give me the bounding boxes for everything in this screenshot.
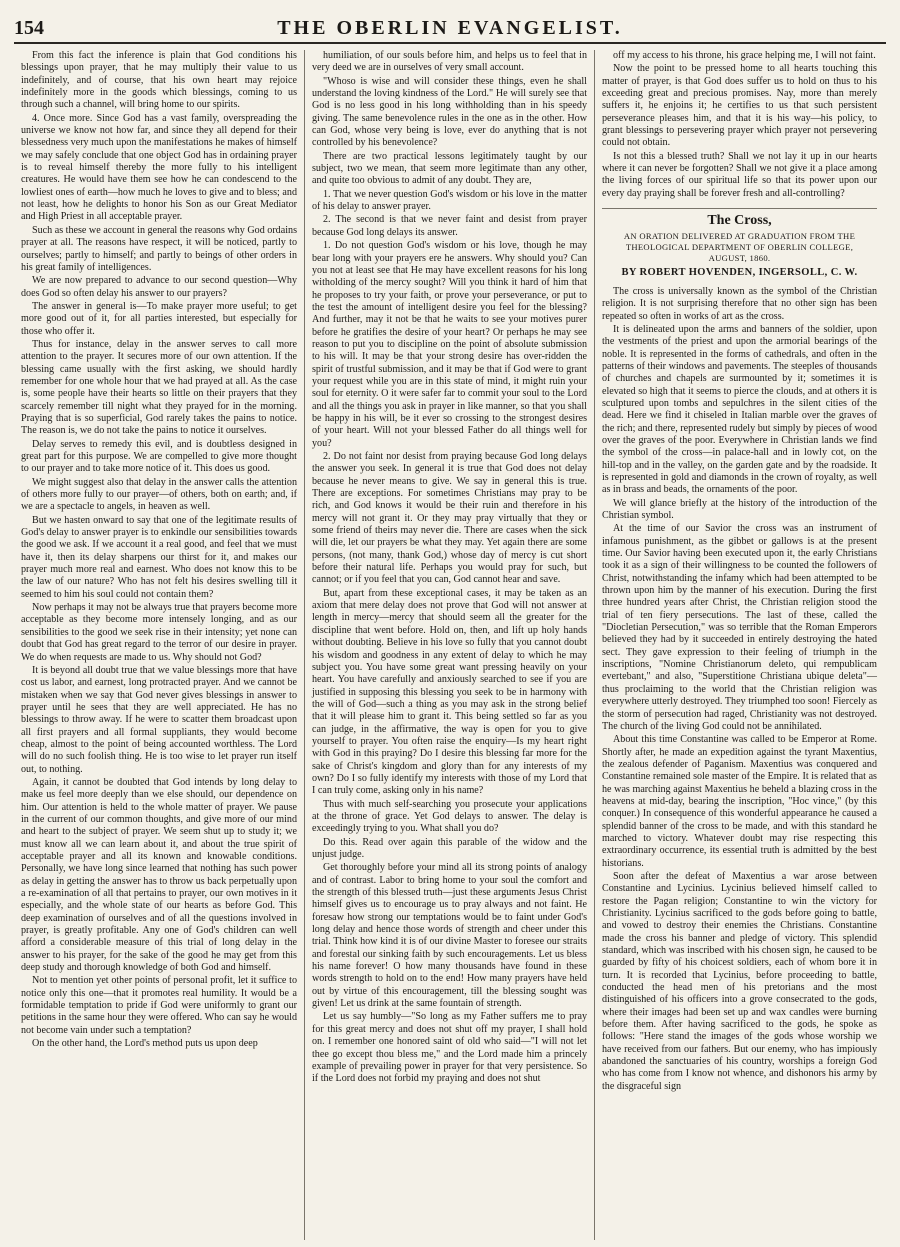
paragraph: From this fact the inference is plain that God conditions his blessings upon prayer, that he may multiply their value to us indefinitely, and of course, that his own heart may rejoice indefinitely more in the goods which blessings, coming to us through such a channel, will bring home to our spirits. [21, 50, 297, 111]
text-columns [14, 50, 886, 1240]
paragraph: Let us say humbly—"So long as my Father suffers me to pray for this great mercy and does not shut off my prayer, I shall hold on. I remember one honored saint of old who said—"I will not let thee go except thou bless me," and the Lord made him a princely example of prevailing power in prayer for that very persistence. So if the Lord does not forbid my praying and does not shut [312, 1011, 587, 1085]
paragraph: "Whoso is wise and will consider these things, even he shall understand the loving kindness of the Lord." He will surely see that God is no less good in his long withholding than in his speedy giving. The same benevolence rules in the one as in the other. How can God, whose very being is love, ever do anything that is not controlled by his benevolence? [312, 75, 587, 149]
column-2 [304, 50, 594, 1240]
paragraph: There are two practical lessons legitimately taught by our subject, two we mean, that seem more legitimate than any other, and quite too obvious to admit of any doubt. They are, [312, 150, 587, 187]
paragraph: Is not this a blessed truth? Shall we not lay it up in our hearts where it can never be forgotten? Shall we not give it a place among the living forces of our spiritual life so that its power upon our every day praying shall be forever fresh and all-controlling? [602, 150, 877, 199]
masthead [14, 14, 886, 44]
paragraph: humiliation, of our souls before him, and helps us to feel that in very deed we are in ourselves of very small account. [312, 50, 587, 74]
column-1 [14, 50, 304, 1240]
article-subtitle: AN ORATION DELIVERED AT GRADUATION FROM THE THEOLOGICAL DEPARTMENT OF OBERLIN COLLEGE, AUGUST, 1860. [623, 231, 856, 264]
article-title: The Cross, [602, 208, 877, 227]
paragraph: Again, it cannot be doubted that God intends by long delay to make us feel more deeply than we else should, our dependence on him. Our attention is held to the whole matter of prayer. We pause in the current of our common thoughts, and give more of our mind and heart to the subject of prayer. We seem shut up to study it; we must know all we can learn about it, and about the true spirit of acceptable prayer and all its known and knowable conditions. Personally, we have long since learned that nothing has such power as delay in getting the answer has to throw us back perpetually upon a re-examination of all that pertains to prayer, our own motives in it especially, and the whole state of our hearts as before God. This deep examination of ourselves and of all the questions involved in prayer, is greatly profitable. Any one of God's children can well afford a considerable measure of this trial of long delay in the answer to his prayer, for the sake of the good he may get from this deep study and thorough knowledge of both God and himself. [21, 776, 297, 974]
column-3 [594, 50, 884, 1240]
paragraph: Thus for instance, delay in the answer serves to call more attention to the prayer. It secures more of our own attention. If the blessing came usually with the first asking, we should hardly remember for one whole hour that we had prayed at all. As the case is, some people have their hearts so little on their prayers that they scarcely remember till night what they prayed for in the morning. Praying that is so superficial, God rarely takes the pains to notice. The reason is, we do not take the pains to notice it ourselves. [21, 338, 297, 437]
paragraph: off my access to his throne, his grace helping me, I will not faint. [613, 50, 876, 61]
article-byline: BY ROBERT HOVENDEN, INGERSOLL, C. W. [621, 267, 858, 279]
paragraph: 1. That we never question God's wisdom or his love in the matter of his delay to answer prayer. [312, 188, 587, 213]
paragraph: 1. Do not question God's wisdom or his love, though he may bear long with your prayers ere he answers. Why should you? Can you not at least see that He may have excellent reasons for his long witholding of the mercy sought? Will you think it hard of him that he proposes to try your faith, or prove your perseverance, or put to the test the amount of intelligent desire you feel for the blessing? And further, may it not be that he waits to see your motives purer before he gratifies the desire of your heart? Or perhaps he may see reason to put you to discipline on the point of absolute submission to his will. It may be that your strong desire has over-ridden the spirit of trustful submission, and it may be that if God were to grant your request while you are in this state of mind, it might ruin your soul for eternity. O it were safer far to commit your soul to the Lord and all the things you ask in prayer in like manner, so that you shall be happy in his will, be it ever so crossing to the strongest desires of your heart. Will not your blessed Father do all things well for you? [312, 240, 587, 449]
paragraph: 2. Do not faint nor desist from praying because God long delays the answer you seek. In general it is true that God does not delay because he never means to give. We say in general this is true. There are exceptions. For sometimes Christians may pray to be rich, and God knows it would be their ruin and therefore in his mercy will not grant it. Or they may pray virtually that they or some friend of theirs may never die. There are cases when the sick will die, let our prayers be what they may. Yet again there are some persons, (not many, thank God,) whose day of mercy is cut short before their natural life. Perhaps you would pray for such, but cannot; or if you feel that you can, God cannot hear and save. [312, 451, 587, 586]
article-body [602, 286, 877, 1093]
paragraph: The answer in general is—To make prayer more useful; to get more good out of it, for all parties interested, but especially for those who offer it. [21, 300, 297, 337]
paragraph: It is beyond all doubt true that we value blessings more that have cost us labor, and earnest, long protracted prayer. And we cannot be mistaken when we say that God never gives blessings in answer to prayer until he sees that they are well appreciated. He has no blessings to throw away. If he were to scatter them broadcast upon all first prayers and all formal suppliants, they would become cheap, almost to the point of being accounted worthless. The Lord will do no such foolish thing. He is too wise to let prayer run itself out, to nothing. [21, 664, 297, 775]
paragraph: Delay serves to remedy this evil, and is doubtless designed in great part for this purpose. We are compelled to give more thought to our prayer and to take more notice of it. This does us good. [21, 438, 297, 475]
paragraph: We might suggest also that delay in the answer calls the attention of others more fully to our prayer—of others, both on earth; and, if we are a spectacle to angels, in heaven as well. [21, 476, 297, 513]
paragraph: But we hasten onward to say that one of the legitimate results of God's delay to answer prayer is to enkindle our sensibilities towards the good we ask. If we account it a real good, and feel that we must have it, then its delay sharpens our thirst for it, and makes our prayer much more real and earnest. Who does not know this to be the law of our nature? Who has not felt his desires swelling till it seemed to him his soul could not contain them? [21, 514, 297, 600]
paragraph: We are now prepared to advance to our second question—Why does God so often delay his answer to our prayers? [21, 275, 297, 299]
paragraph: 2. The second is that we never faint and desist from prayer because God long delays its answer. [312, 214, 587, 238]
paragraph: Such as these we account in general the reasons why God ordains prayer at all. The reasons have respect, it will be noticed, partly to ourselves; partly to himself; and partly to beings of other orders in his great family of intelligences. [21, 224, 297, 273]
paragraph: Now perhaps it may not be always true that prayers become more acceptable as they become more intensely longing, and as our sensibilities to the good we seek rise in their intensity; yet none can doubt that God has great regard to the terror of our desire in prayer. We do when requests are made to us. Why should not God? [21, 602, 297, 663]
paragraph: 4. Once more. Since God has a vast family, overspreading the universe we know not how far, and since they all depend for their blessedness very much upon the manifestations he makes of himself we may safely conclude that one object God has in ordaining prayer is to reveal himself thereby the more fully to his intelligent creatures. He would have them see how he can condescend to the lowliest ones of earth—how much he loves to give and to bless; and not least, how he delights to honor his Son as our Great Mediator and High Priest in all acceptable prayer. [21, 112, 297, 223]
paragraph: Now the point to be pressed home to all hearts touching this matter of prayer, is that God does suffer us to hold on thus to his exceeding great and precious promises. Nay, more than merely suffers it, he enjoins it; he certifies to us that such persistent perseverance pleases him, and that it is his way—his policy, to grant blessings to persevering prayer which prayer not persevering could not obtain. [602, 63, 877, 149]
paragraph: At the time of our Savior the cross was an instrument of infamous punishment, as the gibbet or gallows is at the present time. Our Savior having been executed upon it, the early Christians took it as a sign of their willingness to be counted the followers of Christ, notwithstanding the infamy which had been attempted to be thrown upon him by the manner of his execution. During the first three hundred years after Christ, the Christian religion stood the trial of ten fiery persecutions. The last of these, called the "Diocletian Persecution," was so terrible that the Roman Emperors believed they had by it succeeded in entirely destroying the hated sect. They gave expression to their feeling of triumph in the inscriptions, "Nomine Christianorum deleto, qui rempublicam evertebant," and also, "Superstitione Christiana ubique deleta"—thus proclaiming to the world that the Christian religion was everywhere utterly destroyed. They triumphed too soon! Fiercely as the storm of persecution had raged, Christianity was not destroyed. The church of the living God could not be annihilated. [602, 523, 877, 732]
paragraph: Not to mention yet other points of personal profit, let it suffice to notice only this one—that it promotes real humility. It would be a formidable temptation to pride if God were uniformly to grant our petitions in the same hour they were offered. Who can say he would not become vain under such a temptation? [21, 975, 297, 1036]
paragraph: Get thoroughly before your mind all its strong points of analogy and of contrast. Labor to bring home to your soul the comfort and the strength of this blessed truth—just these arguments Jesus Christ himself gives us to encourage us to pray always and not faint. He foresaw how strong our temptations would be to faint under God's long delay and hence those words of strength and cheer under this trial. Think how kind it is of our divine Master to foresee our straits and forestal our sinking faith by such encouragements. Let us bless his name forever! O how many thousands have found in these words strength to hold on to the end! How many prayers have held out by virtue of this encouragement, till the blessing sought was given! Let us drink at the same fountain of strength. [312, 862, 587, 1010]
column-3-continuation [602, 50, 877, 200]
paragraph: We will glance briefly at the history of the introduction of the Christian symbol. [602, 497, 877, 521]
running-head: THE OBERLIN EVANGELIST. [277, 16, 623, 39]
paragraph: Do this. Read over again this parable of the widow and the unjust judge. [312, 836, 587, 860]
paragraph: Thus with much self-searching you prosecute your applications at the throne of grace. Yet God delays to answer. The delay is exceedingly trying to you. What shall you do? [312, 798, 587, 835]
paragraph: Soon after the defeat of Maxentius a war arose between Constantine and Lycinius. Lycinius believed himself called to restore the Pagan religion; Constantine to win the victory for Christianity. Lycinius sacrificed to the gods before going to battle, and vowed to destroy their enemies the Christians. Constantine made the cross his banner and pledge of victory. This splendid standard, which was inscribed with his chosen sign, he caused to be guarded by fifty of his choicest soldiers, each of whom bore it in turn. It is recorded that Lycinius, before proceeding to battle, conducted the head men of his pretorians and the most distinguished of his officers into a grove consecrated to the gods, where their images had been set up and wax candles were burning before them. After having sacrificed to the gods, he spoke as follows: "Here stand the images of the gods whose worship we have received from our fathers. But our enemy, who has impiously abandoned the sanctuaries of his country, worships a foreign God who has come from I know not whence, and dishonors his army by the disgraceful sign [602, 870, 877, 1092]
paragraph: On the other hand, the Lord's method puts us upon deep [32, 1038, 258, 1050]
paragraph: The cross is universally known as the symbol of the Christian religion. It is not surprising therefore that no other sign has been repeated so often in works of art as the cross. [602, 285, 877, 322]
page-number: 154 [14, 16, 44, 39]
paragraph: It is delineated upon the arms and banners of the soldier, upon the vestments of the priest and upon the armorial bearings of the noble. It is represented in the forms of cathedrals, and often in the patterns of their windows and pavements. The steeples of thousands of churches and chapels are surmounted by it; sometimes it is elevated so high that it seems to pierce the clouds, and at others it is sculptured upon tombs and sepulchres in the silent cities of the dead. Here we find it chiseled in Italian marble over the graves of the rich; and there, represented rudely but simply by pieces of wood over the graves of the poor. Everywhere in Christian lands we find the symbol of the cross—in palace-hall and in lowly cot, on the hill-top and in the valley, on the garden gate and by the roadside. It is represented in gold and diamonds in the crown of royalty, as well as in brass and beads, the ornaments of the poor. [602, 323, 877, 496]
paragraph: About this time Constantine was called to be Emperor at Rome. Shortly after, he made an expedition against the tyrant Maxentius, the zealous defender of Paganism. Maxentius was conquered and Constantine remained sole master of the Empire. It is related that as he was marching against Maxentius he beheld a blazing cross in the heavens at mid-day, bearing the inscription, "Hoc vince," (by this conquer.) In consequence of this wonderful appearance he caused a splendid banner of the cross to be made, and with this standard he marched to victory. Whatever doubt may rise respecting this extraordinary occurrence, its essential truth is admitted by the best historians. [602, 734, 877, 869]
paragraph: But, apart from these exceptional cases, it may be taken as an axiom that mere delay does not prove that God will not answer at length in mercy—mercy that should seem all the greater for the discipline that went before. Hold on, then, and lift up holy hands without doubting. Believe in his love so fully that you cannot doubt his wisdom and goodness in any extent of delay to which he may subject you. You have some great want pressing heavily on your heart. You have carefully and anxiously searched to see if you are justified in supposing this blessing you seek to be in harmony with the will of God—such a thing as you may ask in the strong belief that it will please him to grant it. This being settled so far as you can judge, in the affirmative, the way is open for you to give yourself to prayer. You often raise the enquiry—Is my heart right with God in this praying? Do I desire this blessing far more for the sake of Christ's kingdom and glory than for any interests of my own? Do I so fully identify my interests with those of my Lord that I can truly come, asking only in his name? [312, 587, 587, 797]
